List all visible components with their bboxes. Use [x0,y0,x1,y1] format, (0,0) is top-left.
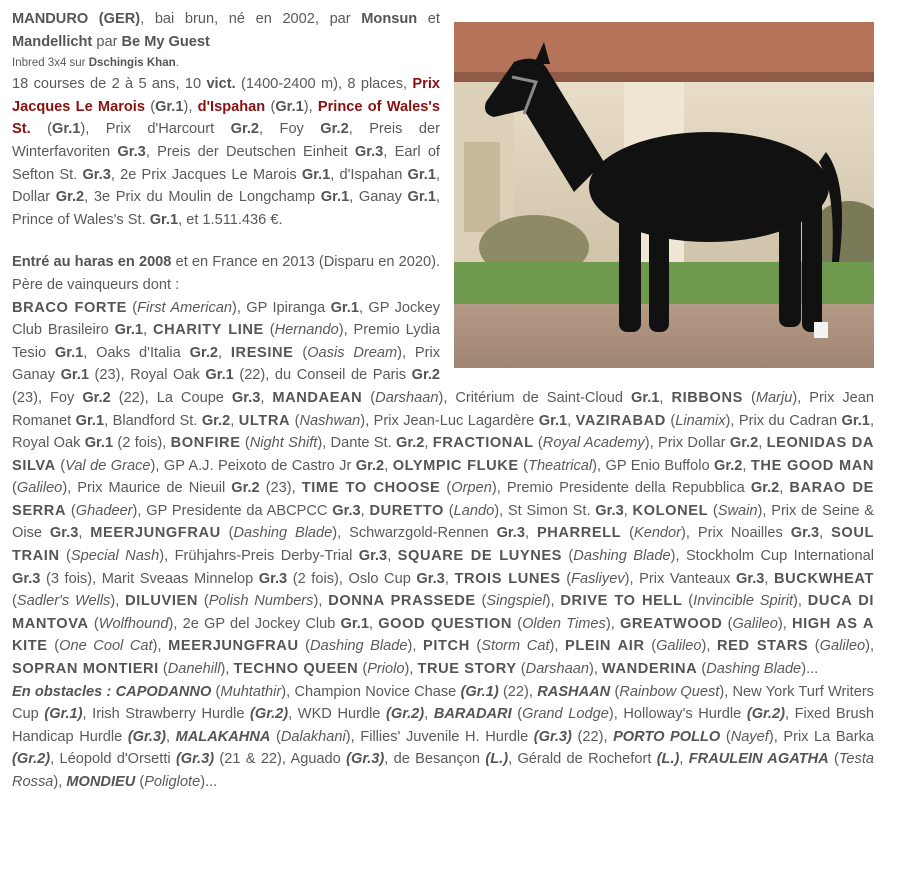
sire-name: Galileo [656,638,702,655]
sire-name: Ghadeer [75,502,133,519]
grade: (Gr.2) [12,751,51,768]
sire-name: Dalakhani [280,728,346,745]
sire-name: Orpen [451,480,492,497]
horse-name: OLYMPIC FLUKE [392,457,519,474]
sire-name: Val de Grace [65,457,151,474]
stallion-profile [12,8,874,794]
horse-name: MEERJUNGFRAU [168,638,299,655]
sire-name: Darshaan [375,389,439,406]
race-career: 18 courses de 2 à 5 ans, 10 vict. (1400-2400 m), 8 places, Prix Jacques Le Marois (Gr.1), d'Ispahan (Gr.1), Prince of Wales's St. (Gr.1), Prix d'Harcourt Gr.2, Foy Gr.2, Preis der Winterfavoriten Gr.3, Preis der Deutschen Einheit Gr.3, Earl of Sefton St. Gr.3, 2e Prix Jacques Le Marois Gr.1, d'Ispahan Gr.1, Dollar Gr.2, 3e Prix du Moulin de Longchamp Gr.1, Ganay Gr.1, Prince of Wales's St. Gr.1, et 1.511.436 €. [12,76,441,228]
sire-name: Swain [717,502,758,519]
sire-name: Special Nash [70,548,160,565]
grade: Gr.2 [189,344,219,361]
horse-name: TIME TO CHOOSE [301,480,441,497]
sire-name: Poliglote [144,774,201,790]
sire-name: Nayef [730,728,769,745]
grade: Gr.3 [332,502,361,519]
horse-name: PHARRELL [536,525,622,542]
sire-name: Sadler's Wells [16,593,111,610]
sire-name: Danehill [167,661,221,678]
grade: Gr.2 [201,412,231,429]
grade: Gr.3 [416,570,445,587]
sire-name: Wolfhound [98,615,169,632]
sire-name: Grand Lodge [522,706,609,723]
sire-name: Kendor [633,525,682,542]
sire-name: Nashwan [299,412,361,429]
horse-name: HIGH AS A KITE [12,615,874,655]
horse-name: GREATWOOD [619,615,723,632]
grade: Gr.3 [790,525,820,542]
horse-name: SOPRAN MONTIERI [12,661,159,678]
horse-name: FRACTIONAL [432,435,534,452]
obstacles-label: En obstacles : [12,683,112,700]
obstacles-list: En obstacles : CAPODANNO (Muhtathir), Champion Novice Chase (Gr.1) (22), RASHAAN (Rainbow Quest), New York Turf Writers Cup (Gr.1), Irish Strawberry Hurdle (Gr.2), WKD Hurdle (Gr.2), BARADARI (Grand Lodge), Holloway's Hurdle (Gr.2), Fixed Brush Handicap Hurdle (Gr.3), MALAKAHNA (Dalakhani), Fillies' Juvenile H. Hurdle (Gr.3) (22), PORTO POLLO (Nayef), Prix La Barka (Gr.2), Léopold d'Orsetti (Gr.3) (21 & 22), Aguado (Gr.3), de Besançon (L.), Gérald de Rochefort (L.), FRAULEIN AGATHA (Testa Rossa), MONDIEU (Poliglote)... [12,683,874,790]
grade: Gr.2 [411,367,440,384]
horse-name: DURETTO [369,502,444,519]
sire-name: Royal Academy [542,435,645,452]
sire-name: Oasis Dream [307,344,398,361]
sire-name: Lando [453,502,495,519]
grade: Gr.1 [631,389,660,406]
horse-name: BARAO DE SERRA [12,480,875,519]
horse-name: BONFIRE [170,435,241,452]
horse-name: FRAULEIN AGATHA [688,751,829,768]
horse-name: KOLONEL [632,502,709,519]
horse-name: BUCKWHEAT [774,570,875,587]
horse-name: IRESINE [230,344,294,361]
sire-name: Invincible Spirit [693,593,794,610]
sire-name: First American [137,299,232,316]
horse-name: TROIS LUNES [454,570,561,587]
horse-name: LEONIDAS DA SILVA [12,435,875,474]
horse-name: SOUL TRAIN [12,525,875,565]
horse-name: RASHAAN [537,683,611,700]
grade: (Gr.3) [175,751,215,768]
sire-name: Monsun [361,11,418,27]
horse-name: DILUVIEN [125,593,199,610]
horse-name: PLEIN AIR [565,638,645,655]
horse-name: BARADARI [433,706,512,723]
sire-name: Dashing Blade [310,638,408,655]
sire-name: Rainbow Quest [619,683,720,700]
horse-name: RIBBONS [671,389,743,406]
dam-name: Mandellicht [12,33,93,50]
horse-name: MANDURO (GER) [12,11,141,27]
grade: (Gr.3) [346,751,385,768]
horse-name: CHARITY LINE [152,322,264,339]
damsire-name: Be My Guest [121,33,210,50]
sire-name: Muhtathir [220,683,282,700]
sire-name: Dashing Blade [233,525,333,542]
sire-name: Marju [755,389,793,406]
horse-name: DRIVE TO HELL [560,593,683,610]
sire-name: Galileo [732,615,778,632]
sire-name: Galileo [819,638,866,655]
grade: Gr.1 [330,299,359,316]
grade: Gr.1 [340,615,369,632]
horse-name: SQUARE DE LUYNES [397,548,563,565]
sire-name: Polish Numbers [208,593,314,610]
sire-name: Fasliyev [571,570,625,587]
horse-name: RED STARS [717,638,809,655]
horse-name: DONNA PRASSEDE [328,593,476,610]
grade: Gr.2 [750,480,780,497]
horse-name: GOOD QUESTION [378,615,513,632]
sire-name: Dashing Blade [573,548,671,565]
grade: Gr.1 [205,367,234,384]
sire-name: Darshaan [525,661,589,678]
grade: (Gr.1) [460,683,499,700]
horse-name: TRUE STORY [417,661,517,678]
grade: Gr.3 [496,525,525,542]
grade: (Gr.2) [250,706,289,723]
grade: Gr.3 [231,389,261,406]
grade: Gr.2 [395,435,425,452]
grade: Gr.3 [258,570,288,587]
grade: Gr.3 [358,548,388,565]
grade: (Gr.2) [746,706,785,723]
sire-name: Priolo [367,661,405,678]
horse-name: TECHNO QUEEN [233,661,359,678]
horse-name: MEERJUNGFRAU [90,525,221,542]
grade: (Gr.2) [386,706,425,723]
horse-name: PORTO POLLO [613,728,721,745]
sire-name: Night Shift [249,435,318,452]
sire-name: Storm Cat [481,638,550,655]
grade: Gr.1 [75,412,105,429]
horse-name: DUCA DI MANTOVA [12,593,875,632]
progeny-list: BRACO FORTE (First American), GP Ipiranga Gr.1, GP Jockey Club Brasileiro Gr.1, CHARITY LINE (Hernando), Premio Lydia Tesio Gr.1, Oaks d'Italia Gr.2, IRESINE (Oasis Dream), Prix Ganay Gr.1 (23), Royal Oak Gr.1 (22), du Conseil de Paris Gr.2 (23), Foy Gr.2 (22), La Coupe Gr.3, MANDAEAN (Darshaan), Critérium de Saint-Cloud Gr.1, RIBBONS (Marju), Prix Jean Romanet Gr.1, Blandford St. Gr.2, ULTRA (Nashwan), Prix Jean-Luc Lagardère Gr.1, VAZIRABAD (Linamix), Prix du Cadran Gr.1, Royal Oak Gr.1 (2 fois), BONFIRE (Night Shift), Dante St. Gr.2, FRACTIONAL (Royal Academy), Prix Dollar Gr.2, LEONIDAS DA SILVA (Val de Grace), GP A.J. Peixoto de Castro Jr Gr.2, OLYMPIC FLUKE (Theatrical), GP Enio Buffolo Gr.2, THE GOOD MAN (Galileo), Prix Maurice de Nieuil Gr.2 (23), TIME TO CHOOSE (Orpen), Premio Presidente della Repubblica Gr.2, BARAO DE SERRA (Ghadeer), GP Presidente da ABCPCC Gr.3, DURETTO (Lando), St Simon St. Gr.3, KOLONEL (Swain), Prix de Seine & Oise Gr.3, MEERJUNGFRAU (Dashing Blade), Schwarzgold-Rennen Gr.3, PHARRELL (Kendor), Prix Noailles Gr.3, SOUL TRAIN (Special Nash), Frühjahrs-Preis Derby-Trial Gr.3, SQUARE DE LUYNES (Dashing Blade), Stockholm Cup International Gr.3 (3 fois), Marit Sveaas Minnelop Gr.3 (2 fois), Oslo Cup Gr.3, TROIS LUNES (Fasliyev), Prix Vanteaux Gr.3, BUCKWHEAT (Sadler's Wells), DILUVIEN (Polish Numbers), DONNA PRASSEDE (Singspiel), DRIVE TO HELL (Invincible Spirit), DUCA DI MANTOVA (Wolfhound), 2e GP del Jockey Club Gr.1, GOOD QUESTION (Olden Times), GREATWOOD (Galileo), HIGH AS A KITE (One Cool Cat), MEERJUNGFRAU (Dashing Blade), PITCH (Storm Cat), PLEIN AIR (Galileo), RED STARS (Galileo), SOPRAN MONTIERI (Danehill), TECHNO QUEEN (Priolo), TRUE STORY (Darshaan), WANDERINA (Dashing Blade)... [12,299,875,678]
horse-name: MALAKAHNA [175,728,271,745]
horse-name: VAZIRABAD [575,412,666,429]
grade: (L.) [656,751,680,768]
horse-name: BRACO FORTE [12,299,127,316]
sire-name: Galileo [16,480,63,497]
grade: Gr.3 [49,525,79,542]
grade: Gr.1 [60,367,89,384]
grade: Gr.3 [595,502,624,519]
grade: (Gr.3) [533,728,572,745]
sire-name: One Cool Cat [59,638,153,655]
horse-photo [454,22,874,368]
inbreeding-note: Inbred 3x4 sur Dschingis Khan. [12,57,179,70]
grade: Gr.1 [54,344,84,361]
grade: Gr.2 [714,457,743,474]
grade: Gr.2 [355,457,385,474]
sire-name: Testa Rossa [12,751,874,790]
horse-name: THE GOOD MAN [750,457,875,474]
horse-name: WANDERINA [601,661,698,678]
grade: Gr.2 [231,480,260,497]
grade: Gr.2 [729,435,759,452]
grade: (L.) [485,751,509,768]
grade: (Gr.3) [127,728,166,745]
horse-name: PITCH [423,638,470,655]
stud-career: Entré au haras en 2008 et en France en 2013 (Disparu en 2020). Père de vainqueurs dont : [12,254,440,293]
sire-name: Singspiel [486,593,546,610]
sire-name: Theatrical [528,457,593,474]
sire-name: Olden Times [522,615,606,632]
grade: Gr.1 [841,412,870,429]
header-line: MANDURO (GER), bai brun, né en 2002, par Monsun et Mandellicht par Be My Guest [12,11,440,50]
grade: Gr.1 [538,412,568,429]
sire-name: Hernando [274,322,339,339]
horse-name: MONDIEU [66,774,136,790]
sire-name: Linamix [675,412,726,429]
sire-name: Dashing Blade [706,661,802,678]
horse-name: ULTRA [238,412,291,429]
grade: Gr.1 [84,435,114,452]
grade: Gr.3 [12,570,41,587]
grade: Gr.2 [82,389,111,406]
grade: Gr.3 [736,570,765,587]
grade: Gr.1 [114,322,144,339]
grade: (Gr.1) [44,706,83,723]
horse-name: MANDAEAN [272,389,363,406]
horse-name: CAPODANNO [115,683,212,700]
